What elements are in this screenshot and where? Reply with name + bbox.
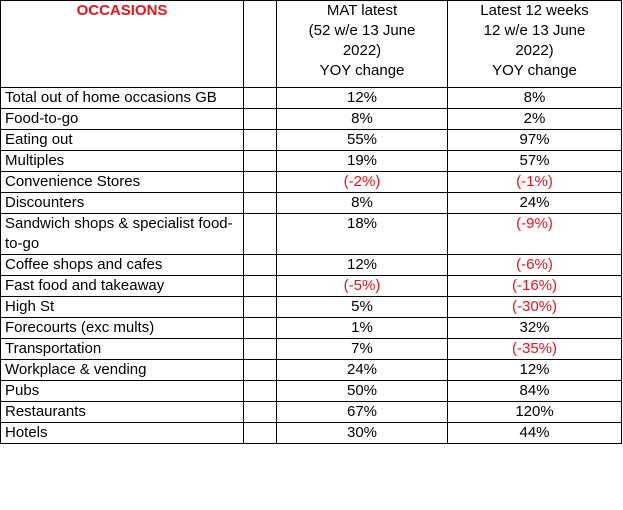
occasion-label: Pubs bbox=[1, 381, 244, 402]
spacer-cell bbox=[244, 360, 277, 381]
occasion-label: Eating out bbox=[1, 130, 244, 151]
latest-yoy-change: 24% bbox=[448, 193, 622, 214]
spacer-cell bbox=[244, 130, 277, 151]
occasion-label: Transportation bbox=[1, 339, 244, 360]
header-row bbox=[1, 1, 622, 88]
mat-yoy-change: 24% bbox=[277, 360, 448, 381]
table-row bbox=[1, 381, 622, 402]
occasion-label: Coffee shops and cafes bbox=[1, 255, 244, 276]
occasion-label: Total out of home occasions GB bbox=[1, 88, 244, 109]
latest-yoy-change: 32% bbox=[448, 318, 622, 339]
table-row bbox=[1, 255, 622, 276]
mat-yoy-change: (-2%) bbox=[277, 172, 448, 193]
latest-header-line: 12 w/e 13 June bbox=[483, 22, 586, 39]
spacer-cell bbox=[244, 297, 277, 318]
mat-yoy-change: 1% bbox=[277, 318, 448, 339]
mat-yoy-change: 19% bbox=[277, 151, 448, 172]
occasion-label: Multiples bbox=[1, 151, 244, 172]
occasion-label: High St bbox=[1, 297, 244, 318]
latest-yoy-change: (-6%) bbox=[448, 255, 622, 276]
latest-yoy-change: 8% bbox=[448, 88, 622, 109]
spacer-cell bbox=[244, 339, 277, 360]
occasion-label: Workplace & vending bbox=[1, 360, 244, 381]
spacer-cell bbox=[244, 172, 277, 193]
spacer-cell bbox=[244, 402, 277, 423]
table-row bbox=[1, 276, 622, 297]
table-row bbox=[1, 109, 622, 130]
table-row bbox=[1, 423, 622, 444]
spacer-cell bbox=[244, 214, 277, 255]
latest-yoy-change: (-9%) bbox=[448, 214, 622, 255]
latest-header-line: 2022) bbox=[515, 42, 554, 59]
table-row bbox=[1, 130, 622, 151]
occasion-label: Discounters bbox=[1, 193, 244, 214]
mat-yoy-change: 55% bbox=[277, 130, 448, 151]
table-row bbox=[1, 402, 622, 423]
mat-yoy-change: 8% bbox=[277, 193, 448, 214]
table-row bbox=[1, 172, 622, 193]
mat-yoy-change: 30% bbox=[277, 423, 448, 444]
spacer-cell bbox=[244, 276, 277, 297]
latest-header-line: YOY change bbox=[492, 62, 577, 79]
occasion-label: Sandwich shops & specialist food-to-go bbox=[1, 214, 244, 255]
occasion-label: Food-to-go bbox=[1, 109, 244, 130]
mat-yoy-change: 50% bbox=[277, 381, 448, 402]
mat-yoy-change: 12% bbox=[277, 255, 448, 276]
table-row bbox=[1, 297, 622, 318]
occasions-header: OCCASIONS bbox=[1, 1, 244, 88]
mat-header-line: YOY change bbox=[319, 62, 405, 79]
spacer-cell bbox=[244, 255, 277, 276]
mat-yoy-change: 8% bbox=[277, 109, 448, 130]
table-row bbox=[1, 88, 622, 109]
spacer-cell bbox=[244, 318, 277, 339]
occasion-label: Forecourts (exc mults) bbox=[1, 318, 244, 339]
mat-header-line: 2022) bbox=[342, 42, 382, 59]
occasion-label: Hotels bbox=[1, 423, 244, 444]
latest-yoy-change: (-30%) bbox=[448, 297, 622, 318]
mat-yoy-change: 7% bbox=[277, 339, 448, 360]
table-row bbox=[1, 193, 622, 214]
mat-latest-header bbox=[277, 1, 448, 88]
mat-yoy-change: 67% bbox=[277, 402, 448, 423]
table-row bbox=[1, 151, 622, 172]
mat-yoy-change: 18% bbox=[277, 214, 448, 255]
mat-header-line: (52 w/e 13 June bbox=[308, 22, 416, 39]
latest-yoy-change: 57% bbox=[448, 151, 622, 172]
latest-yoy-change: 97% bbox=[448, 130, 622, 151]
table-row bbox=[1, 339, 622, 360]
latest-yoy-change: 84% bbox=[448, 381, 622, 402]
spacer-cell bbox=[244, 88, 277, 109]
occasion-label: Convenience Stores bbox=[1, 172, 244, 193]
latest-yoy-change: 44% bbox=[448, 423, 622, 444]
latest-yoy-change: (-35%) bbox=[448, 339, 622, 360]
spacer-cell bbox=[244, 423, 277, 444]
latest-yoy-change: 12% bbox=[448, 360, 622, 381]
latest-12-weeks-header bbox=[448, 1, 622, 88]
table-row bbox=[1, 214, 622, 255]
table-row bbox=[1, 318, 622, 339]
table-body bbox=[1, 88, 622, 444]
latest-yoy-change: 2% bbox=[448, 109, 622, 130]
occasion-label: Fast food and takeaway bbox=[1, 276, 244, 297]
latest-header-line: Latest 12 weeks bbox=[480, 2, 589, 19]
latest-yoy-change: (-16%) bbox=[448, 276, 622, 297]
spacer-cell bbox=[244, 151, 277, 172]
latest-yoy-change: 120% bbox=[448, 402, 622, 423]
spacer-column-header bbox=[244, 1, 277, 88]
mat-yoy-change: (-5%) bbox=[277, 276, 448, 297]
spacer-cell bbox=[244, 381, 277, 402]
mat-header-line: MAT latest bbox=[326, 2, 398, 19]
spacer-cell bbox=[244, 193, 277, 214]
latest-yoy-change: (-1%) bbox=[448, 172, 622, 193]
spacer-cell bbox=[244, 109, 277, 130]
mat-yoy-change: 12% bbox=[277, 88, 448, 109]
table-row bbox=[1, 360, 622, 381]
occasion-label: Restaurants bbox=[1, 402, 244, 423]
mat-yoy-change: 5% bbox=[277, 297, 448, 318]
